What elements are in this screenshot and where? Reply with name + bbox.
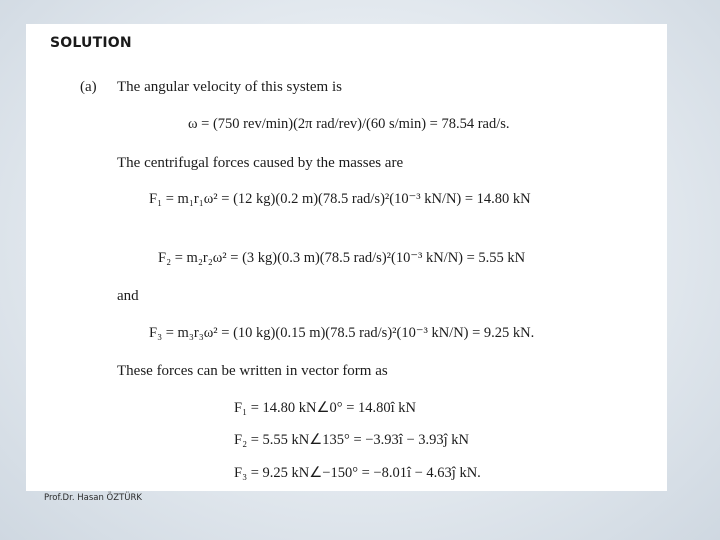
intro-text: The angular velocity of this system is — [117, 79, 342, 95]
omega-equation: ω = (750 rev/min)(2π rad/rev)/(60 s/min) = 78.54 rad/s. — [188, 116, 510, 132]
f3-vector: F₃ = 9.25 kN∠−150° = −8.01î − 4.63ĵ kN. — [234, 465, 481, 481]
author-footer: Prof.Dr. Hasan ÖZTÜRK — [44, 493, 142, 503]
and-word: and — [117, 288, 139, 304]
f1-equation: F₁ = m₁r₁ω² = (12 kg)(0.2 m)(78.5 rad/s)²(10⁻³ kN/N) = 14.80 kN — [149, 191, 531, 207]
f2-equation: F₂ = m₂r₂ω² = (3 kg)(0.3 m)(78.5 rad/s)²(10⁻³ kN/N) = 5.55 kN — [158, 250, 526, 266]
centrifugal-intro: The centrifugal forces caused by the masses are — [117, 155, 404, 171]
f3-equation: F₃ = m₃r₃ω² = (10 kg)(0.15 m)(78.5 rad/s)²(10⁻³ kN/N) = 9.25 kN. — [149, 325, 535, 341]
part-label: (a) — [80, 79, 97, 95]
f2-vector: F₂ = 5.55 kN∠135° = −3.93î − 3.93ĵ kN — [234, 432, 470, 448]
f1-vector: F₁ = 14.80 kN∠0° = 14.80î kN — [234, 400, 416, 416]
solution-heading: SOLUTION — [50, 35, 132, 51]
vector-intro: These forces can be written in vector form as — [117, 363, 388, 379]
